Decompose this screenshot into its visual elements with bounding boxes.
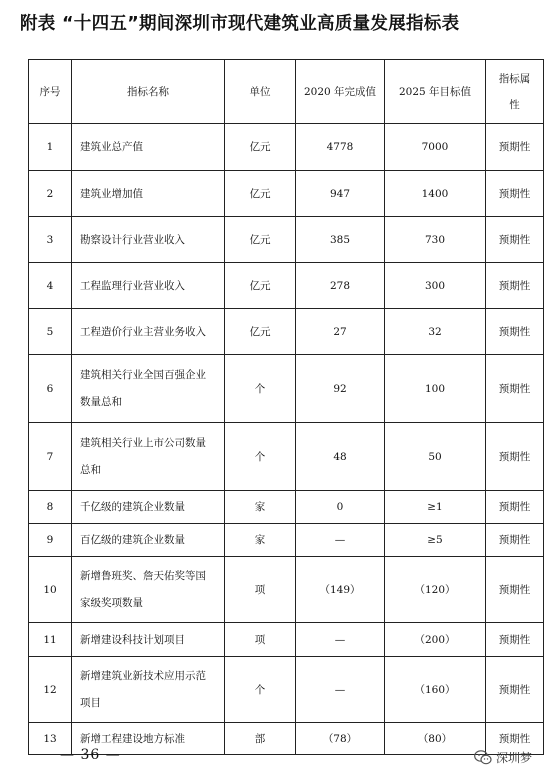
row-indicator-name: 新增建设科技计划项目 [72, 623, 225, 657]
row-unit: 项 [225, 557, 296, 623]
row-2025-target: 50 [385, 423, 486, 491]
page-title: 附表 “十四五”期间深圳市现代建筑业高质量发展指标表 [20, 14, 460, 34]
row-indicator-name: 建筑业总产值 [72, 124, 225, 171]
row-2020-value: 385 [296, 217, 385, 263]
header-attribute [486, 60, 544, 124]
row-unit: 亿元 [225, 309, 296, 355]
row-attribute: 预期性 [486, 309, 544, 355]
indicator-table [28, 59, 544, 755]
header-seq: 序号 [29, 60, 72, 124]
table-row [29, 524, 544, 557]
header-2025-target: 2025 年目标值 [385, 60, 486, 124]
row-seq: 3 [29, 217, 72, 263]
table-row [29, 355, 544, 423]
row-indicator-name: 新增工程建设地方标准 [72, 723, 225, 755]
row-2025-target: ≥1 [385, 491, 486, 524]
row-indicator-name-line1: 新增建筑业新技术应用示范 [80, 670, 206, 682]
row-indicator-name: 工程造价行业主营业务收入 [72, 309, 225, 355]
row-2020-value: 27 [296, 309, 385, 355]
row-indicator-name-line1: 建筑相关行业上市公司数量 [80, 437, 206, 449]
row-attribute: 预期性 [486, 355, 544, 423]
brand-watermark [474, 749, 532, 766]
row-attribute: 预期性 [486, 423, 544, 491]
row-unit: 家 [225, 524, 296, 557]
row-seq: 2 [29, 171, 72, 217]
table-row [29, 217, 544, 263]
header-unit: 单位 [225, 60, 296, 124]
row-seq: 13 [29, 723, 72, 755]
row-indicator-name: 建筑业增加值 [72, 171, 225, 217]
table-row [29, 623, 544, 657]
row-seq: 4 [29, 263, 72, 309]
row-2025-target: 1400 [385, 171, 486, 217]
row-unit: 亿元 [225, 124, 296, 171]
row-seq: 10 [29, 557, 72, 623]
row-unit: 项 [225, 623, 296, 657]
row-2020-value: 4778 [296, 124, 385, 171]
row-2025-target: 7000 [385, 124, 486, 171]
row-unit: 亿元 [225, 217, 296, 263]
row-2020-value: 92 [296, 355, 385, 423]
table-row [29, 124, 544, 171]
table-row [29, 657, 544, 723]
header-2020-value: 2020 年完成值 [296, 60, 385, 124]
row-2025-target: 730 [385, 217, 486, 263]
row-attribute: 预期性 [486, 557, 544, 623]
row-2020-value: （78） [296, 723, 385, 755]
row-seq: 12 [29, 657, 72, 723]
row-attribute: 预期性 [486, 217, 544, 263]
row-seq: 6 [29, 355, 72, 423]
row-unit: 家 [225, 491, 296, 524]
table-row [29, 309, 544, 355]
row-indicator-name [72, 423, 225, 491]
row-2020-value: 278 [296, 263, 385, 309]
row-attribute: 预期性 [486, 623, 544, 657]
row-2025-target: （160） [385, 657, 486, 723]
table-header-row [29, 60, 544, 124]
row-2025-target: 32 [385, 309, 486, 355]
row-indicator-name: 勘察设计行业营业收入 [72, 217, 225, 263]
row-indicator-name-line2: 家级奖项数量 [80, 597, 143, 609]
row-unit: 亿元 [225, 263, 296, 309]
row-seq: 7 [29, 423, 72, 491]
row-2020-value: — [296, 623, 385, 657]
brand-name: 深圳梦 [496, 751, 533, 765]
row-indicator-name-line2: 项目 [80, 697, 101, 709]
header-attribute-line2: 性 [509, 98, 520, 111]
row-indicator-name [72, 355, 225, 423]
row-2025-target: 100 [385, 355, 486, 423]
row-seq: 1 [29, 124, 72, 171]
row-2020-value: 48 [296, 423, 385, 491]
table-row [29, 491, 544, 524]
row-2025-target: ≥5 [385, 524, 486, 557]
row-attribute: 预期性 [486, 124, 544, 171]
row-attribute: 预期性 [486, 723, 544, 755]
row-indicator-name-line1: 新增鲁班奖、詹天佑奖等国 [80, 570, 206, 582]
table-row [29, 423, 544, 491]
row-attribute: 预期性 [486, 657, 544, 723]
row-seq: 11 [29, 623, 72, 657]
table-row [29, 171, 544, 217]
row-2020-value: 947 [296, 171, 385, 217]
row-2025-target: （200） [385, 623, 486, 657]
row-2025-target: （120） [385, 557, 486, 623]
row-attribute: 预期性 [486, 524, 544, 557]
wechat-icon [474, 750, 492, 765]
row-attribute: 预期性 [486, 263, 544, 309]
row-seq: 8 [29, 491, 72, 524]
row-attribute: 预期性 [486, 171, 544, 217]
row-unit: 个 [225, 657, 296, 723]
row-indicator-name: 工程监理行业营业收入 [72, 263, 225, 309]
header-name: 指标名称 [72, 60, 225, 124]
row-2020-value: 0 [296, 491, 385, 524]
row-2020-value: — [296, 524, 385, 557]
table-row [29, 263, 544, 309]
row-2020-value: （149） [296, 557, 385, 623]
row-unit: 个 [225, 355, 296, 423]
row-2025-target: （80） [385, 723, 486, 755]
page-number: — 36 — [60, 747, 121, 763]
row-seq: 9 [29, 524, 72, 557]
row-unit: 亿元 [225, 171, 296, 217]
row-unit: 个 [225, 423, 296, 491]
row-indicator-name: 千亿级的建筑企业数量 [72, 491, 225, 524]
row-2025-target: 300 [385, 263, 486, 309]
row-unit: 部 [225, 723, 296, 755]
row-2020-value: — [296, 657, 385, 723]
row-indicator-name [72, 557, 225, 623]
row-indicator-name-line2: 总和 [80, 464, 101, 476]
row-indicator-name-line2: 数量总和 [80, 396, 122, 408]
row-indicator-name [72, 657, 225, 723]
row-indicator-name: 百亿级的建筑企业数量 [72, 524, 225, 557]
table-row [29, 557, 544, 623]
row-attribute: 预期性 [486, 491, 544, 524]
row-indicator-name-line1: 建筑相关行业全国百强企业 [80, 369, 206, 381]
header-attribute-line1: 指标属 [498, 72, 531, 85]
row-seq: 5 [29, 309, 72, 355]
